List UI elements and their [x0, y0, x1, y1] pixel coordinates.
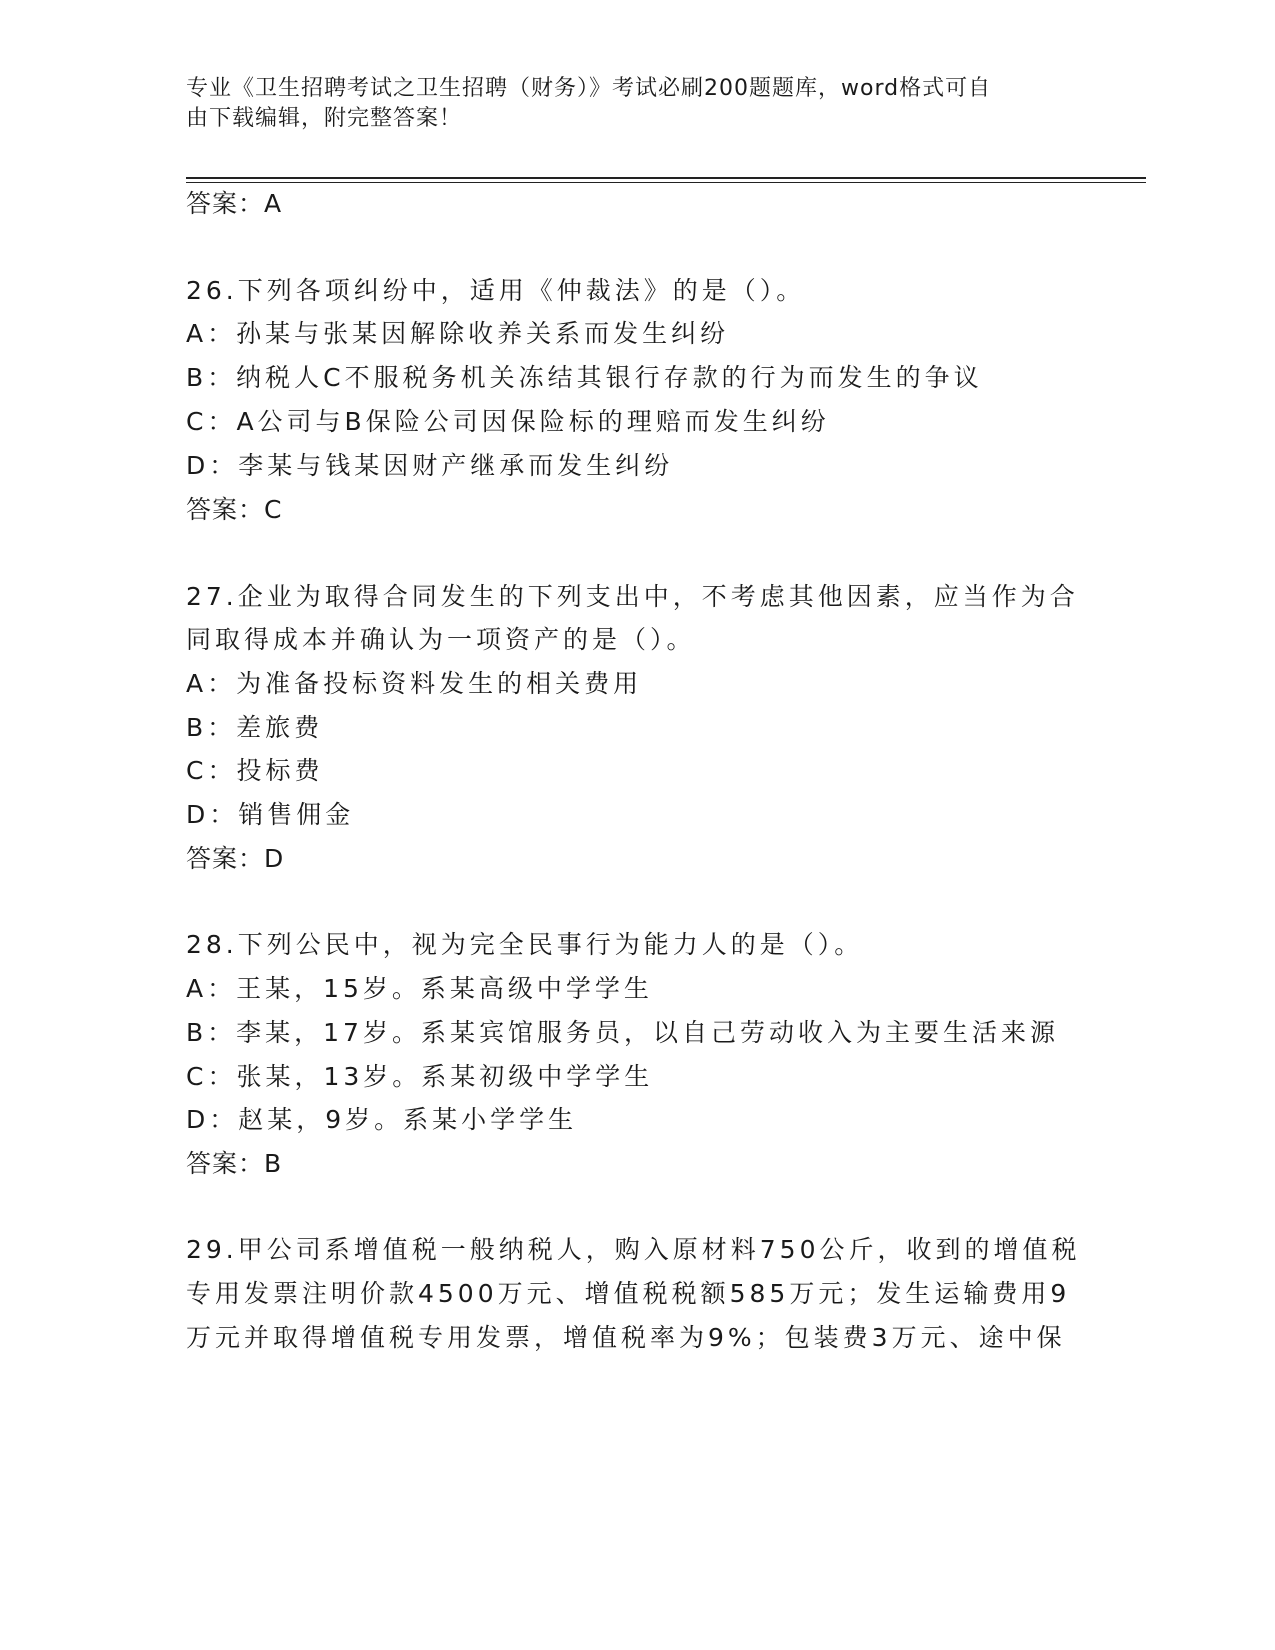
- question-stem: 28.下列公民中，视为完全民事行为能力人的是（）。: [186, 930, 864, 959]
- option-d: D：李某与钱某因财产继承而发生纠纷: [186, 451, 674, 480]
- option-d: D：赵某，9岁。系某小学学生: [186, 1105, 578, 1134]
- option-a: A：王某，15岁。系某高级中学学生: [186, 974, 653, 1003]
- option-c: C：张某，13岁。系某初级中学学生: [186, 1062, 654, 1091]
- question-stem-line-1: 27.企业为取得合同发生的下列支出中，不考虑其他因素，应当作为合: [186, 582, 1079, 611]
- header-line-1: 专业《卫生招聘考试之卫生招聘（财务）》考试必刷200题题库，word格式可自: [186, 76, 992, 101]
- header-line-2: 由下载编辑，附完整答案！: [186, 106, 463, 131]
- question-stem-line-2: 专用发票注明价款4500万元、增值税税额585万元；发生运输费用9: [186, 1279, 1071, 1308]
- question-stem: 26.下列各项纠纷中，适用《仲裁法》的是（）。: [186, 276, 806, 305]
- option-a: A：为准备投标资料发生的相关费用: [186, 669, 643, 698]
- answer: 答案：C: [186, 495, 283, 524]
- answer: 答案：D: [186, 844, 285, 873]
- question-stem-line-3: 万元并取得增值税专用发票，增值税率为9%；包装费3万元、途中保: [186, 1323, 1066, 1352]
- option-d: D：销售佣金: [186, 800, 355, 829]
- answer: 答案：B: [186, 1149, 283, 1178]
- option-b: B：纳税人C不服税务机关冻结其银行存款的行为而发生的争议: [186, 363, 983, 392]
- question-stem-line-2: 同取得成本并确认为一项资产的是（）。: [186, 625, 696, 654]
- question-stem-line-1: 29.甲公司系增值税一般纳税人，购入原材料750公斤，收到的增值税: [186, 1235, 1081, 1264]
- header-rule-thick: [186, 177, 1146, 179]
- option-b: B：差旅费: [186, 713, 324, 742]
- option-b: B：李某，17岁。系某宾馆服务员，以自己劳动收入为主要生活来源: [186, 1018, 1059, 1047]
- option-c: C：A公司与B保险公司因保险标的理赔而发生纠纷: [186, 407, 830, 436]
- header-rule-thin: [186, 182, 1146, 183]
- option-c: C：投标费: [186, 756, 324, 785]
- document-header: [186, 74, 1066, 134]
- previous-answer: 答案：A: [186, 189, 283, 218]
- option-a: A：孙某与张某因解除收养关系而发生纠纷: [186, 319, 730, 348]
